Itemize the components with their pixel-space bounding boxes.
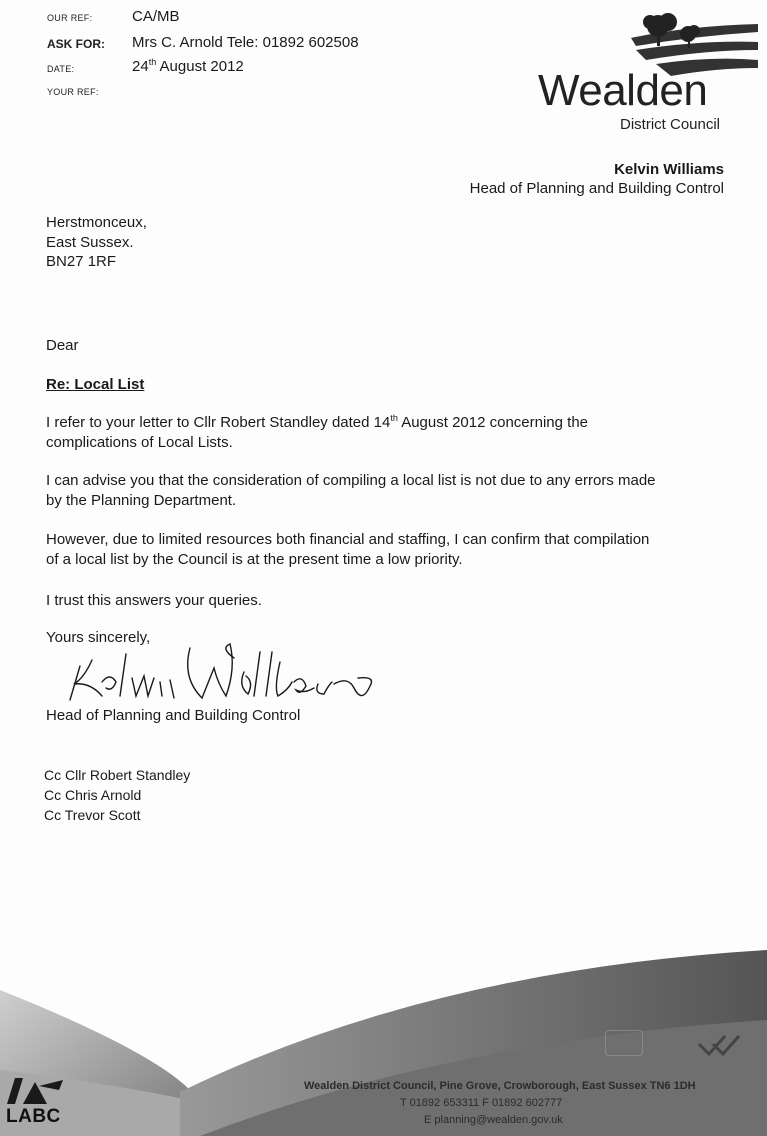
logo-subtitle: District Council [620, 116, 721, 133]
labc-logo [5, 1076, 67, 1130]
check-mark-icon [695, 1030, 745, 1058]
paragraph-2-line-2: by the Planning Department. [46, 491, 237, 509]
our-ref-value: CA/MB [132, 8, 180, 25]
paragraph-2-line-1: I can advise you that the consideration of compiling a local list is not due to any errors made [46, 472, 656, 489]
cc-item: Cc Cllr Robert Standley [44, 767, 191, 783]
address-line-2: East Sussex. [46, 233, 134, 251]
footer-swoosh [0, 930, 767, 1136]
date-day: 24 [132, 58, 149, 75]
labc-text: LABC [6, 1106, 61, 1127]
footer-email: E planning@wealden.gov.uk [424, 1114, 563, 1126]
our-ref-label: OUR REF: [47, 13, 93, 23]
ask-for-label: ASK FOR: [47, 37, 105, 51]
date-value [132, 58, 244, 75]
paragraph-1-part-a: I refer to your letter to Cllr Robert Standley dated 14 [46, 414, 391, 431]
cc-list [44, 765, 190, 825]
logo-wordmark: Wealden [538, 66, 708, 115]
paragraph-3-line-2: of a local list by the Council is at the present time a low priority. [46, 550, 463, 568]
ask-for-value: Mrs C. Arnold Tele: 01892 602508 [132, 34, 359, 51]
subject-line: Re: Local List [46, 376, 145, 393]
address-block [46, 213, 147, 272]
paragraph-1-part-c: complications of Local Lists. [46, 433, 233, 451]
paragraph-3 [46, 530, 756, 569]
investors-badge-icon [605, 1030, 643, 1056]
sender-name: Kelvin Williams [614, 161, 724, 178]
wealden-logo [536, 8, 761, 138]
footer-address: Wealden District Council, Pine Grove, Crowborough, East Sussex TN6 1DH [304, 1080, 696, 1092]
address-line-1: Herstmonceux, [46, 214, 147, 231]
cc-item: Cc Chris Arnold [44, 787, 142, 803]
cc-item: Cc Trevor Scott [44, 807, 141, 823]
labc-mark-icon [5, 1076, 67, 1106]
date-label: DATE: [47, 64, 75, 74]
salutation: Dear [46, 337, 79, 354]
address-line-3: BN27 1RF [46, 253, 117, 270]
paragraph-1-sup: th [390, 413, 398, 423]
closing: Yours sincerely, [46, 629, 151, 646]
signatory-title: Head of Planning and Building Control [46, 707, 301, 724]
paragraph-4: I trust this answers your queries. [46, 592, 262, 609]
paragraph-3-line-1: However, due to limited resources both financial and staffing, I can confirm that compilation [46, 531, 650, 548]
paragraph-2 [46, 471, 756, 510]
paragraph-1-part-b: August 2012 concerning the [397, 414, 589, 431]
date-rest: August 2012 [156, 58, 244, 75]
sender-title: Head of Planning and Building Control [469, 180, 724, 197]
paragraph-1 [46, 413, 746, 452]
your-ref-label: YOUR REF: [47, 87, 99, 97]
date-suffix: th [148, 57, 157, 67]
footer-phone: T 01892 653311 F 01892 602777 [400, 1097, 563, 1109]
signature-image [62, 638, 382, 712]
